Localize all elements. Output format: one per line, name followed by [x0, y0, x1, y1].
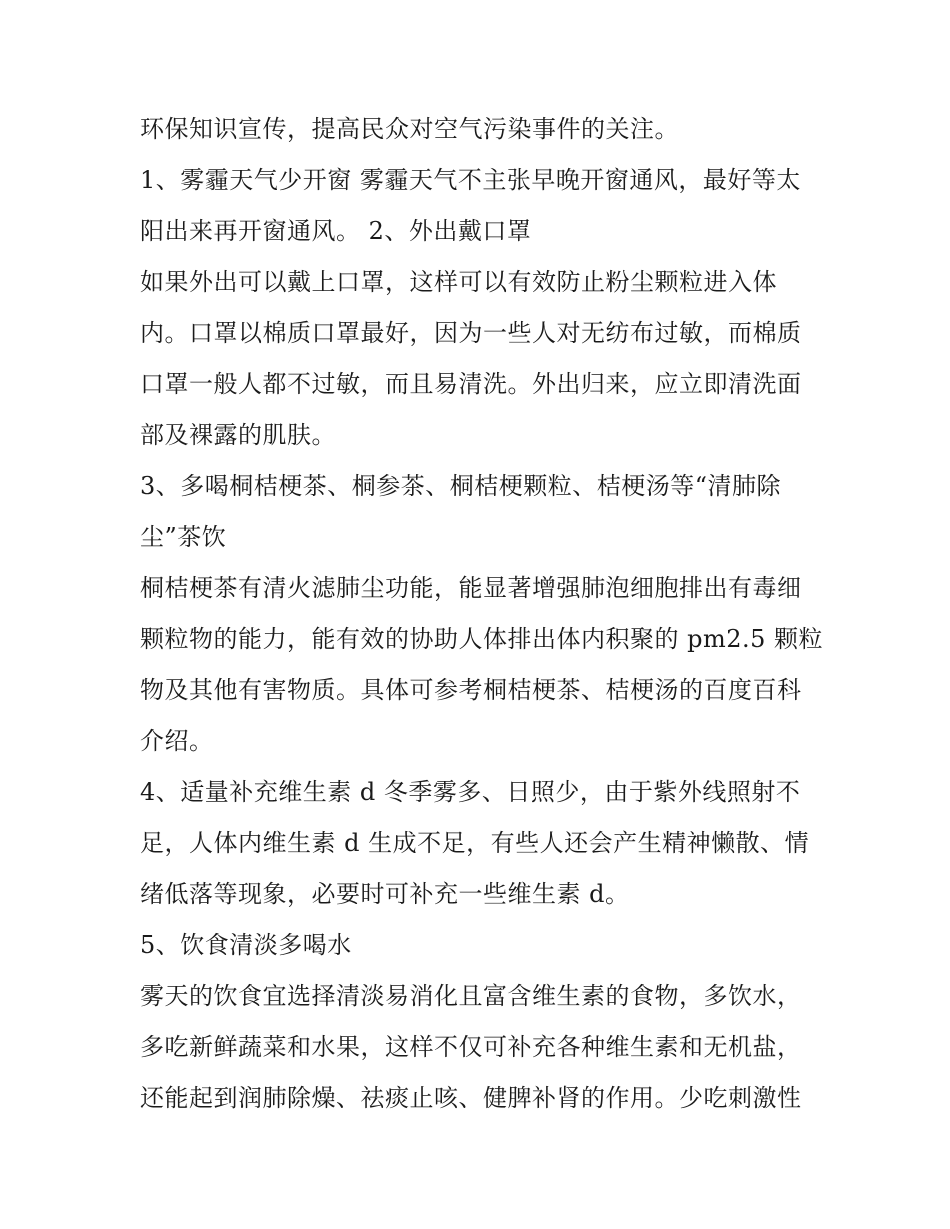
text-line: 内。口罩以棉质口罩最好，因为一些人对无纺布过敏，而棉质	[140, 319, 802, 347]
text-line: 桐桔梗茶有清火滤肺尘功能，能显著增强肺泡细胞排出有毒细	[140, 574, 802, 602]
text-line: 绪低落等现象，必要时可补充一些维生素 d。	[140, 880, 630, 908]
text-line: 尘”茶饮	[140, 523, 227, 551]
text-line: 足，人体内维生素 d 生成不足，有些人还会产生精神懒散、情	[140, 829, 810, 857]
text-line: 介绍。	[140, 727, 214, 755]
text-line: 1、雾霾天气少开窗 雾霾天气不主张早晚开窗通风，最好等太	[140, 166, 801, 194]
document-body	[140, 104, 830, 1124]
text-line: 口罩一般人都不过敏，而且易清洗。外出归来，应立即清洗面	[140, 370, 802, 398]
text-line: 多吃新鲜蔬菜和水果，这样不仅可补充各种维生素和无机盐，	[140, 1033, 802, 1061]
text-line: 3、多喝桐桔梗茶、桐参茶、桐桔梗颗粒、桔梗汤等“清肺除	[140, 472, 782, 500]
text-line: 部及裸露的肌肤。	[140, 421, 336, 449]
text-line: 物及其他有害物质。具体可参考桐桔梗茶、桔梗汤的百度百科	[140, 676, 802, 704]
text-line: 颗粒物的能力，能有效的协助人体排出体内积聚的 pm2.5 颗粒	[140, 625, 824, 653]
text-line: 阳出来再开窗通风。 2、外出戴口罩	[140, 217, 532, 245]
text-line: 雾天的饮食宜选择清淡易消化且富含维生素的食物，多饮水，	[140, 982, 802, 1010]
text-line: 环保知识宣传，提高民众对空气污染事件的关注。	[140, 115, 679, 143]
text-line: 如果外出可以戴上口罩，这样可以有效防止粉尘颗粒进入体	[140, 268, 777, 296]
text-line: 5、饮食清淡多喝水	[140, 931, 352, 959]
text-line: 还能起到润肺除燥、祛痰止咳、健脾补肾的作用。少吃刺激性	[140, 1084, 802, 1112]
text-line: 4、适量补充维生素 d 冬季雾多、日照少，由于紫外线照射不	[140, 778, 801, 806]
